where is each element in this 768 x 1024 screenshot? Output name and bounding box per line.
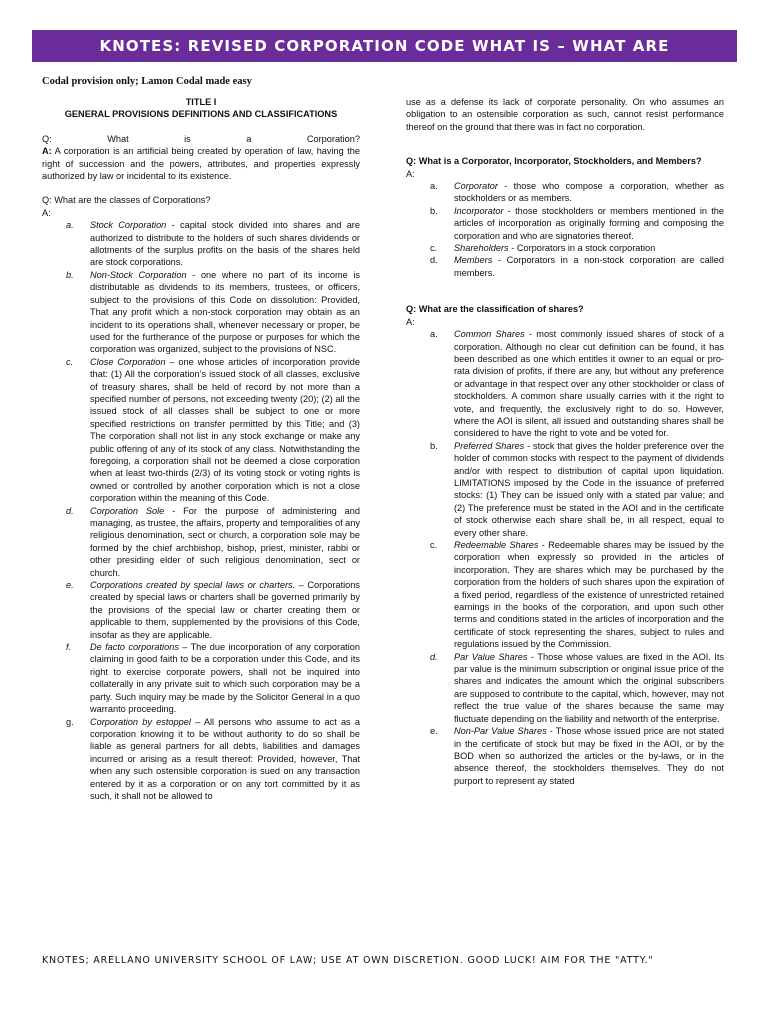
item-text: one where no part of its income is distributable as dividends to its members, trustees, or officers, subject to the provisions of this Code on dissolution: Provided, That any profit which a non-stock corporation may obtain as an incident to its operations shall, whenever necessary or proper, be used for the furtherance of the purpose or purposes for which the corporation was organized, subject to the provisions of NSC. (90, 269, 361, 355)
question-text: Q: What are the classification of shares? (406, 304, 584, 315)
item-term: Close Corporation (90, 356, 166, 367)
item-sep: - (492, 255, 507, 266)
q-word: Corporation? (306, 133, 360, 144)
item-body (90, 579, 360, 641)
item-body (454, 254, 724, 279)
item-term: Par Value Shares (454, 651, 528, 662)
item-marker: a. (430, 329, 438, 340)
item-marker: e. (66, 580, 74, 591)
item-body (454, 725, 724, 787)
item-body (90, 505, 360, 579)
item-sep: – (165, 356, 179, 367)
item-text: The due incorporation of any corporation claiming in good faith to be a corporation under this Code, and its right to exercise corporate powers, shall not be inquired into collaterally in any private suit to which such corporation may be a party. Such inquiry may be made by the Solicitor General in a quo warranto proceeding. (90, 642, 360, 715)
classes-list (42, 219, 360, 802)
item-text: capital stock divided into shares and are authorized to distribute to the holders of such shares dividends or allotments of the surplus profits on the basis of the shares held are stock corporations. (90, 220, 360, 268)
item-marker: e. (430, 726, 438, 737)
item-sep: – (190, 716, 204, 727)
title-name: GENERAL PROVISIONS DEFINITIONS AND CLASSIFICATIONS (64, 109, 338, 120)
list-item (406, 725, 724, 787)
item-body (90, 219, 360, 269)
item-text: one whose articles of incorporation provide that: (1) All the corporation’s issued stock of all classes, exclusive of treasury shares, shall be held of record by not more than a specified number of persons, not exceeding twenty (20); (2) all the issued stock of all classes shall be subject to one or more specified restrictions on transfer permitted by this Title; and (3) The corporation shall not list in any stock exchange or make any public offering of any of its stock of any class. Notwithstanding the foregoing, a corporation shall not be deemed a close corporation when at least two-thirds (2/3) of its voting stock or voting rights is owned or controlled by another corporation which is not a close corporation within the meaning of this Code. (90, 356, 360, 504)
item-sep: – (178, 642, 191, 653)
item-sep: - (186, 269, 201, 280)
list-item (406, 328, 724, 440)
item-sep: - (164, 505, 184, 516)
item-term: Non-Stock Corporation (90, 269, 187, 280)
continuation-text: use as a defense its lack of corporate personality. On who assumes an obligation to an ostensible corporation as such, cannot resist performance thereof on the ground that there was in fact no corporation. (406, 97, 724, 132)
list-item (42, 716, 360, 803)
item-sep: - (538, 540, 549, 550)
q-word: What (107, 133, 129, 144)
list-item (406, 440, 724, 539)
item-term: De facto corporations (90, 642, 179, 653)
list-item (42, 579, 360, 641)
item-body (454, 242, 724, 254)
item-text: Corporators in a non-stock corporation are called members. (454, 255, 724, 278)
question-shares (406, 303, 724, 787)
question-classes (42, 194, 360, 802)
item-marker: c. (430, 243, 438, 254)
list-item (42, 356, 360, 505)
answer-label: A: (42, 207, 51, 218)
list-item (406, 539, 724, 651)
shares-list (406, 328, 724, 787)
item-term: Corporation by estoppel (90, 716, 191, 727)
title-heading (42, 96, 360, 121)
item-marker: d. (66, 505, 74, 516)
question-corporation (42, 133, 360, 183)
item-term: Redeemable Shares (454, 540, 539, 550)
item-marker: c. (66, 356, 74, 367)
item-text: For the purpose of administering and managing, as trustee, the affairs, property and temporalities of any religious denomination, sect or church, a corporation sole may be formed by the chief archbishop, bishop, priest, minister, rabbi or other presiding elder of such religious denomination, sect or church. (90, 505, 361, 578)
question-line (42, 133, 360, 145)
title-number: TITLE I (185, 97, 217, 107)
item-sep: - (524, 329, 537, 340)
item-marker: a. (430, 181, 438, 192)
item-marker: b. (66, 269, 74, 280)
question-text: Q: What is a Corporator, Incorporator, Stockholders, and Members? (406, 156, 702, 167)
answer-label: A: (406, 168, 415, 179)
item-text: Those whose issued price are not stated in the certificate of stock but may be fixed in the AOI, or by the BOD when so authorized the articles or the by-laws, or in the absence thereof, the stockholders themselves. They do not purport to represent ay stated (454, 726, 724, 786)
item-body (454, 205, 724, 242)
list-item (406, 180, 724, 205)
item-sep: - (503, 205, 516, 216)
item-body (90, 641, 360, 715)
item-sep: - (508, 243, 517, 254)
question-corporator (406, 155, 724, 279)
answer-text (42, 145, 360, 182)
list-item (406, 651, 724, 725)
item-term: Corporator (454, 181, 498, 192)
banner-title: KNOTES: REVISED CORPORATION CODE WHAT IS – WHAT ARE (99, 37, 670, 55)
item-term: Preferred Shares (454, 440, 525, 451)
item-term: Corporations created by special laws or charters. (90, 580, 296, 591)
list-item (42, 505, 360, 579)
item-marker: a. (66, 220, 74, 231)
item-body (454, 440, 724, 539)
item-body (454, 328, 724, 440)
item-text: stock that gives the holder preference over the holder of common stocks with respect to the payment of dividends and/or with respect to distribution of capital upon liquidation. LIMITATIONS imposed by the Code in the issuance of preferred stocks: (1) They can be issued only with a stated par value; and (2) The preference must be stated in the AOI and in the certificate of stock otherwise each share shall be, in all respect, equal to every other share. (454, 440, 724, 538)
item-body (90, 269, 360, 356)
list-item (42, 641, 360, 715)
item-text: Corporators in a stock corporation (516, 243, 656, 254)
item-sep: - (527, 651, 538, 662)
item-sep: - (166, 220, 180, 231)
corporator-list (406, 180, 724, 279)
answer-label: A: (406, 316, 415, 327)
item-text: those stockholders or members mentioned in the articles of incorporation as originally forming and composing the corporation and who are signatories thereof. (454, 205, 724, 241)
item-sep: – (295, 580, 308, 591)
item-text: Corporations created by special laws or charters shall be governed primarily by the provisions of the special law or charter creating them or applicable to them, supplemented by the provisions of this Code, insofar as they are applicable. (90, 580, 360, 640)
item-body (90, 356, 360, 505)
item-term: Corporation Sole (90, 505, 165, 516)
item-marker: g. (66, 716, 74, 727)
item-marker: f. (66, 642, 72, 653)
item-sep: - (524, 440, 533, 451)
item-marker: b. (430, 440, 438, 451)
list-item (406, 205, 724, 242)
question-text: Q: What are the classes of Corporations? (42, 195, 211, 206)
item-term: Non-Par Value Shares (454, 726, 547, 737)
item-term: Incorporator (454, 205, 504, 216)
page-footer: KNOTES; ARELLANO UNIVERSITY SCHOOL OF LAW; USE AT OWN DISCRETION. GOOD LUCK! AIM FOR THE "ATTY." (42, 955, 654, 966)
item-sep: - (546, 726, 556, 737)
item-body (90, 716, 360, 803)
item-text: those who compose a corporation, whether as stockholders or as members. (454, 181, 724, 204)
item-term: Shareholders (454, 243, 509, 254)
right-column (406, 96, 724, 787)
list-item (42, 219, 360, 269)
q-word: Q: (42, 133, 52, 144)
item-body (454, 180, 724, 205)
item-body (454, 651, 724, 725)
answer-body: A corporation is an artificial being created by operation of law, having the right of succession and the powers, attributes, and properties expressly authorized by law or incidental to its existence. (42, 146, 360, 182)
item-term: Common Shares (454, 329, 525, 340)
item-term: Members (454, 255, 493, 266)
list-item (42, 269, 360, 356)
item-text: Those whose values are fixed in the AOI. Its par value is the minimum subscription or original issue price of the shares and indicates the amount which the original subscribers are supposed to contribute to the capital, which, however, may not reflect the true value of the shares because the same may fluctuate depending on the liability and networth of the enterprise. (454, 651, 725, 724)
list-item (406, 254, 724, 279)
answer-label: A: (42, 146, 52, 157)
item-text: Redeemable shares may be issued by the corporation when expressly so provided in the articles of incorporation. They are shares which may be purchased by the corporation from the holders of such shares upon the expiration of a fixed period, regardless of the existence of unrestricted retained earnings in the books of the corporation, and upon such other terms and conditions stated in the articles of incorporation and the certificate of stock representing the shares, subject to rules and regulations issued by the Commission. (454, 540, 724, 650)
left-column (42, 96, 360, 802)
item-text: most commonly issued shares of stock of a corporation. Although no clear cut definition can be found, it has been described as one which entitles it owner to an equal or pro-rata division of profits, if there are any, but without any preference or advantage in that respect over any other stockholder or class of stockholders. A common share usually carries with it the right to vote, and frequently, the exclusively right to do so. However, where the AOI is silent, all issued and outstanding shares shall be considered to have the right to vote and be voted for. (454, 329, 725, 439)
page-banner (32, 30, 737, 62)
item-body (454, 539, 724, 651)
q-word: a (246, 133, 252, 144)
item-marker: c. (430, 540, 438, 550)
item-marker: b. (430, 205, 438, 216)
item-marker: d. (430, 255, 438, 266)
item-sep: - (497, 181, 514, 192)
list-item (406, 242, 724, 254)
document-subtitle: Codal provision only; Lamon Codal made easy (42, 76, 252, 87)
item-text: All persons who assume to act as a corporation knowing it to be without authority to do so shall be liable as general partners for all debts, liabilities and damages incurred or arising as a result thereof: Provided, however, That when any such ostensible corporation is sued on any transaction entered by it as a corporation or on any tort committed by it as such, it shall not be allowed to (90, 716, 360, 801)
item-term: Stock Corporation (90, 220, 167, 231)
item-marker: d. (430, 651, 438, 662)
q-word: is (184, 133, 191, 144)
